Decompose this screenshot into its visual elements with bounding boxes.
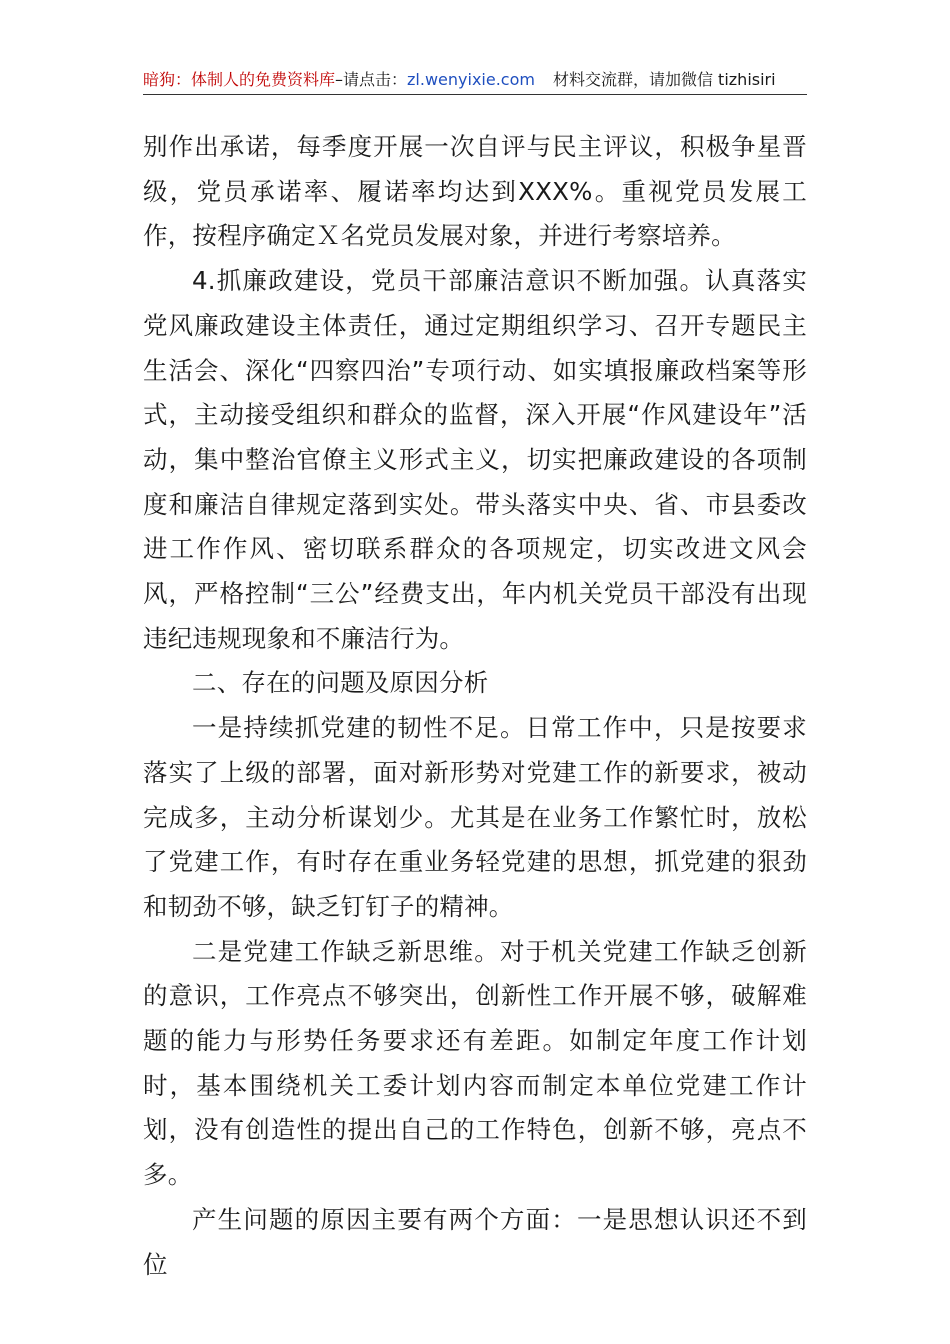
header-click-prefix: –请点击： xyxy=(335,70,408,89)
header-brand: 暗狗：体制人的免费资料库 xyxy=(143,70,336,89)
page-header xyxy=(143,66,807,95)
header-link[interactable]: zl.wenyixie.com xyxy=(407,70,535,89)
section-heading: 二、存在的问题及原因分析 xyxy=(192,668,489,698)
paragraph-problem-two: 二是党建工作缺乏新思维。对于机关党建工作缺乏创新的意识，工作亮点不够突出，创新性工作开展不够，破解难题的能力与形势任务要求还有差距。如制定年度工作计划时，基本围绕机关工委计划内容而制定本单位党建工作计划，没有创造性的提出自己的工作特色，创新不够，亮点不多。 xyxy=(143,936,807,1190)
paragraph-integrity-building: 4.抓廉政建设，党员干部廉洁意识不断加强。认真落实党风廉政建设主体责任，通过定期组织学习、召开专题民主生活会、深化“四察四治”专项行动、如实填报廉政档案等形式，主动接受组织和群众的监督，深入开展“作风建设年”活动，集中整治官僚主义形式主义，切实把廉政建设的各项制度和廉洁自律规定落到实处。带头落实中央、省、市县委改进工作作风、密切联系群众的各项规定，切实改进文风会风，严格控制“三公”经费支出，年内机关党员干部没有出现违纪违规现象和不廉洁行为。 xyxy=(143,266,807,653)
header-wechat-note: 材料交流群，请加微信 tizhisiri xyxy=(552,70,776,89)
document-body xyxy=(143,125,807,1287)
paragraph-continuation: 别作出承诺，每季度开展一次自评与民主评议，积极争星晋级，党员承诺率、履诺率均达到XXX%。重视党员发展工作，按程序确定Ｘ名党员发展对象，并进行考察培养。 xyxy=(143,132,807,251)
paragraph-problem-one: 一是持续抓党建的韧性不足。日常工作中，只是按要求落实了上级的部署，面对新形势对党建工作的新要求，被动完成多，主动分析谋划少。尤其是在业务工作繁忙时，放松了党建工作，有时存在重业务轻党建的思想，抓党建的狠劲和韧劲不够，缺乏钉钉子的精神。 xyxy=(143,713,807,921)
paragraph-causes: 产生问题的原因主要有两个方面：一是思想认识还不到位 xyxy=(143,1204,807,1279)
